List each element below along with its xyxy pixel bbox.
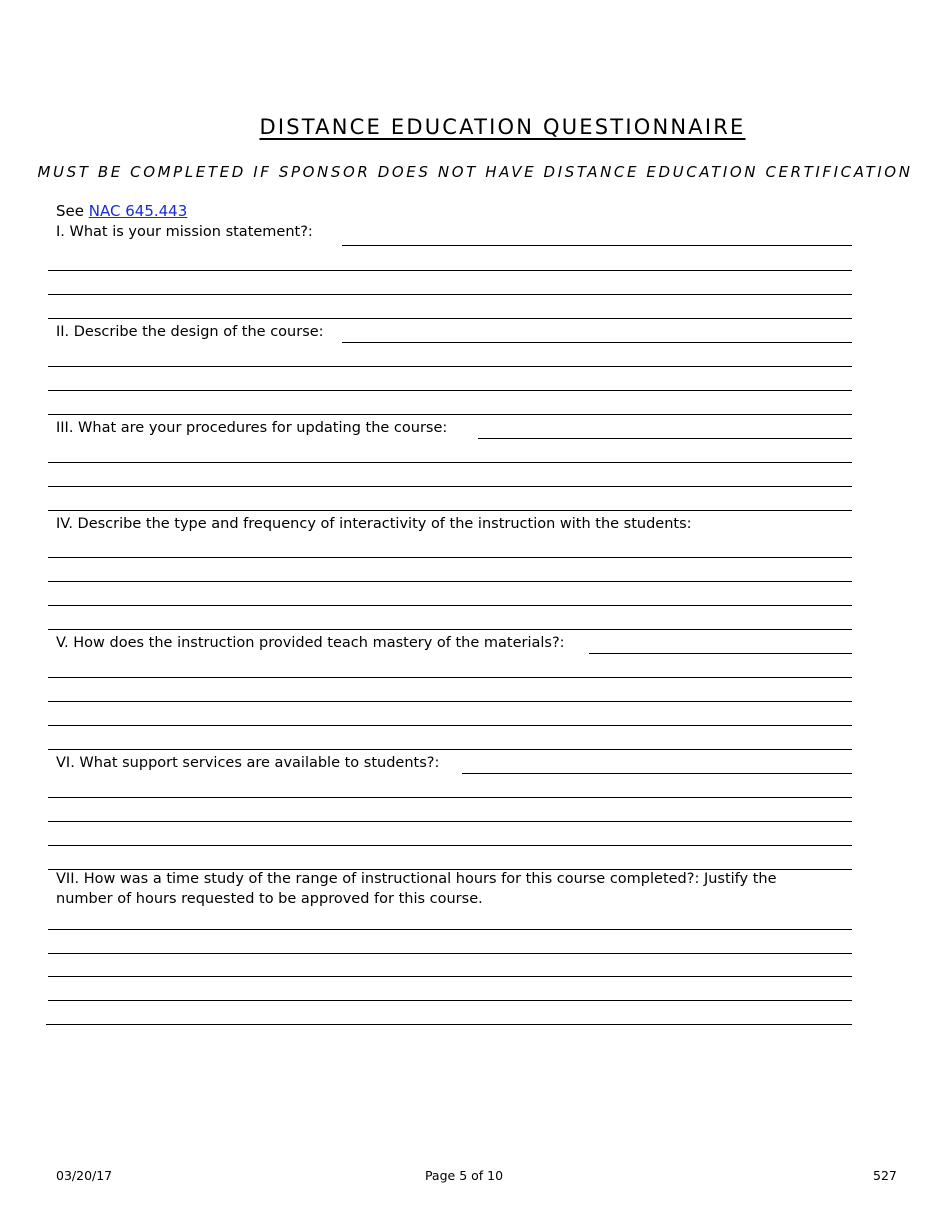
answer-line[interactable]	[48, 605, 852, 606]
question-7-label: VII. How was a time study of the range of instructional hours for this course completed?: Justify the number of hours requested to be approved for this course.	[56, 871, 777, 907]
answer-line[interactable]	[48, 953, 852, 954]
question-1-label: I. What is your mission statement?:	[56, 224, 313, 240]
regulation-reference	[56, 202, 187, 220]
question-4-label: IV. Describe the type and frequency of interactivity of the instruction with the students:	[56, 516, 692, 532]
footer-date: 03/20/17	[56, 1168, 113, 1183]
answer-line[interactable]	[342, 342, 852, 343]
answer-line[interactable]	[48, 725, 852, 726]
page-subtitle: MUST BE COMPLETED IF SPONSOR DOES NOT HAVE DISTANCE EDUCATION CERTIFICATION	[37, 163, 913, 181]
answer-line[interactable]	[48, 701, 852, 702]
answer-line[interactable]	[48, 821, 852, 822]
answer-line[interactable]	[48, 486, 852, 487]
answer-line[interactable]	[48, 414, 852, 415]
nac-link[interactable]: NAC 645.443	[88, 202, 188, 220]
answer-line[interactable]	[48, 629, 852, 630]
question-5-label: V. How does the instruction provided teach mastery of the materials?:	[56, 635, 565, 651]
answer-line[interactable]	[48, 976, 852, 977]
answer-line[interactable]	[48, 845, 852, 846]
footer-form-number: 527	[873, 1168, 897, 1183]
answer-line[interactable]	[48, 270, 852, 271]
answer-line[interactable]	[589, 653, 852, 654]
answer-line[interactable]	[48, 1000, 852, 1001]
answer-line[interactable]	[48, 581, 852, 582]
answer-line[interactable]	[48, 510, 852, 511]
answer-line[interactable]	[48, 677, 852, 678]
answer-line[interactable]	[46, 1024, 852, 1025]
question-3-label: III. What are your procedures for updating the course:	[56, 420, 448, 436]
answer-line[interactable]	[48, 797, 852, 798]
footer-page-number: Page 5 of 10	[424, 1168, 504, 1183]
answer-line[interactable]	[48, 366, 852, 367]
answer-line[interactable]	[48, 318, 852, 319]
question-6-label: VI. What support services are available to students?:	[56, 755, 440, 771]
answer-line[interactable]	[48, 462, 852, 463]
answer-line[interactable]	[48, 557, 852, 558]
answer-line[interactable]	[48, 929, 852, 930]
answer-line[interactable]	[48, 749, 852, 750]
see-prefix: See	[56, 202, 84, 220]
answer-line[interactable]	[478, 438, 852, 439]
answer-line[interactable]	[342, 245, 852, 246]
page-title: DISTANCE EDUCATION QUESTIONNAIRE	[259, 115, 746, 139]
answer-line[interactable]	[48, 390, 852, 391]
answer-line[interactable]	[462, 773, 852, 774]
question-2-label: II. Describe the design of the course:	[56, 324, 324, 340]
answer-line[interactable]	[48, 294, 852, 295]
